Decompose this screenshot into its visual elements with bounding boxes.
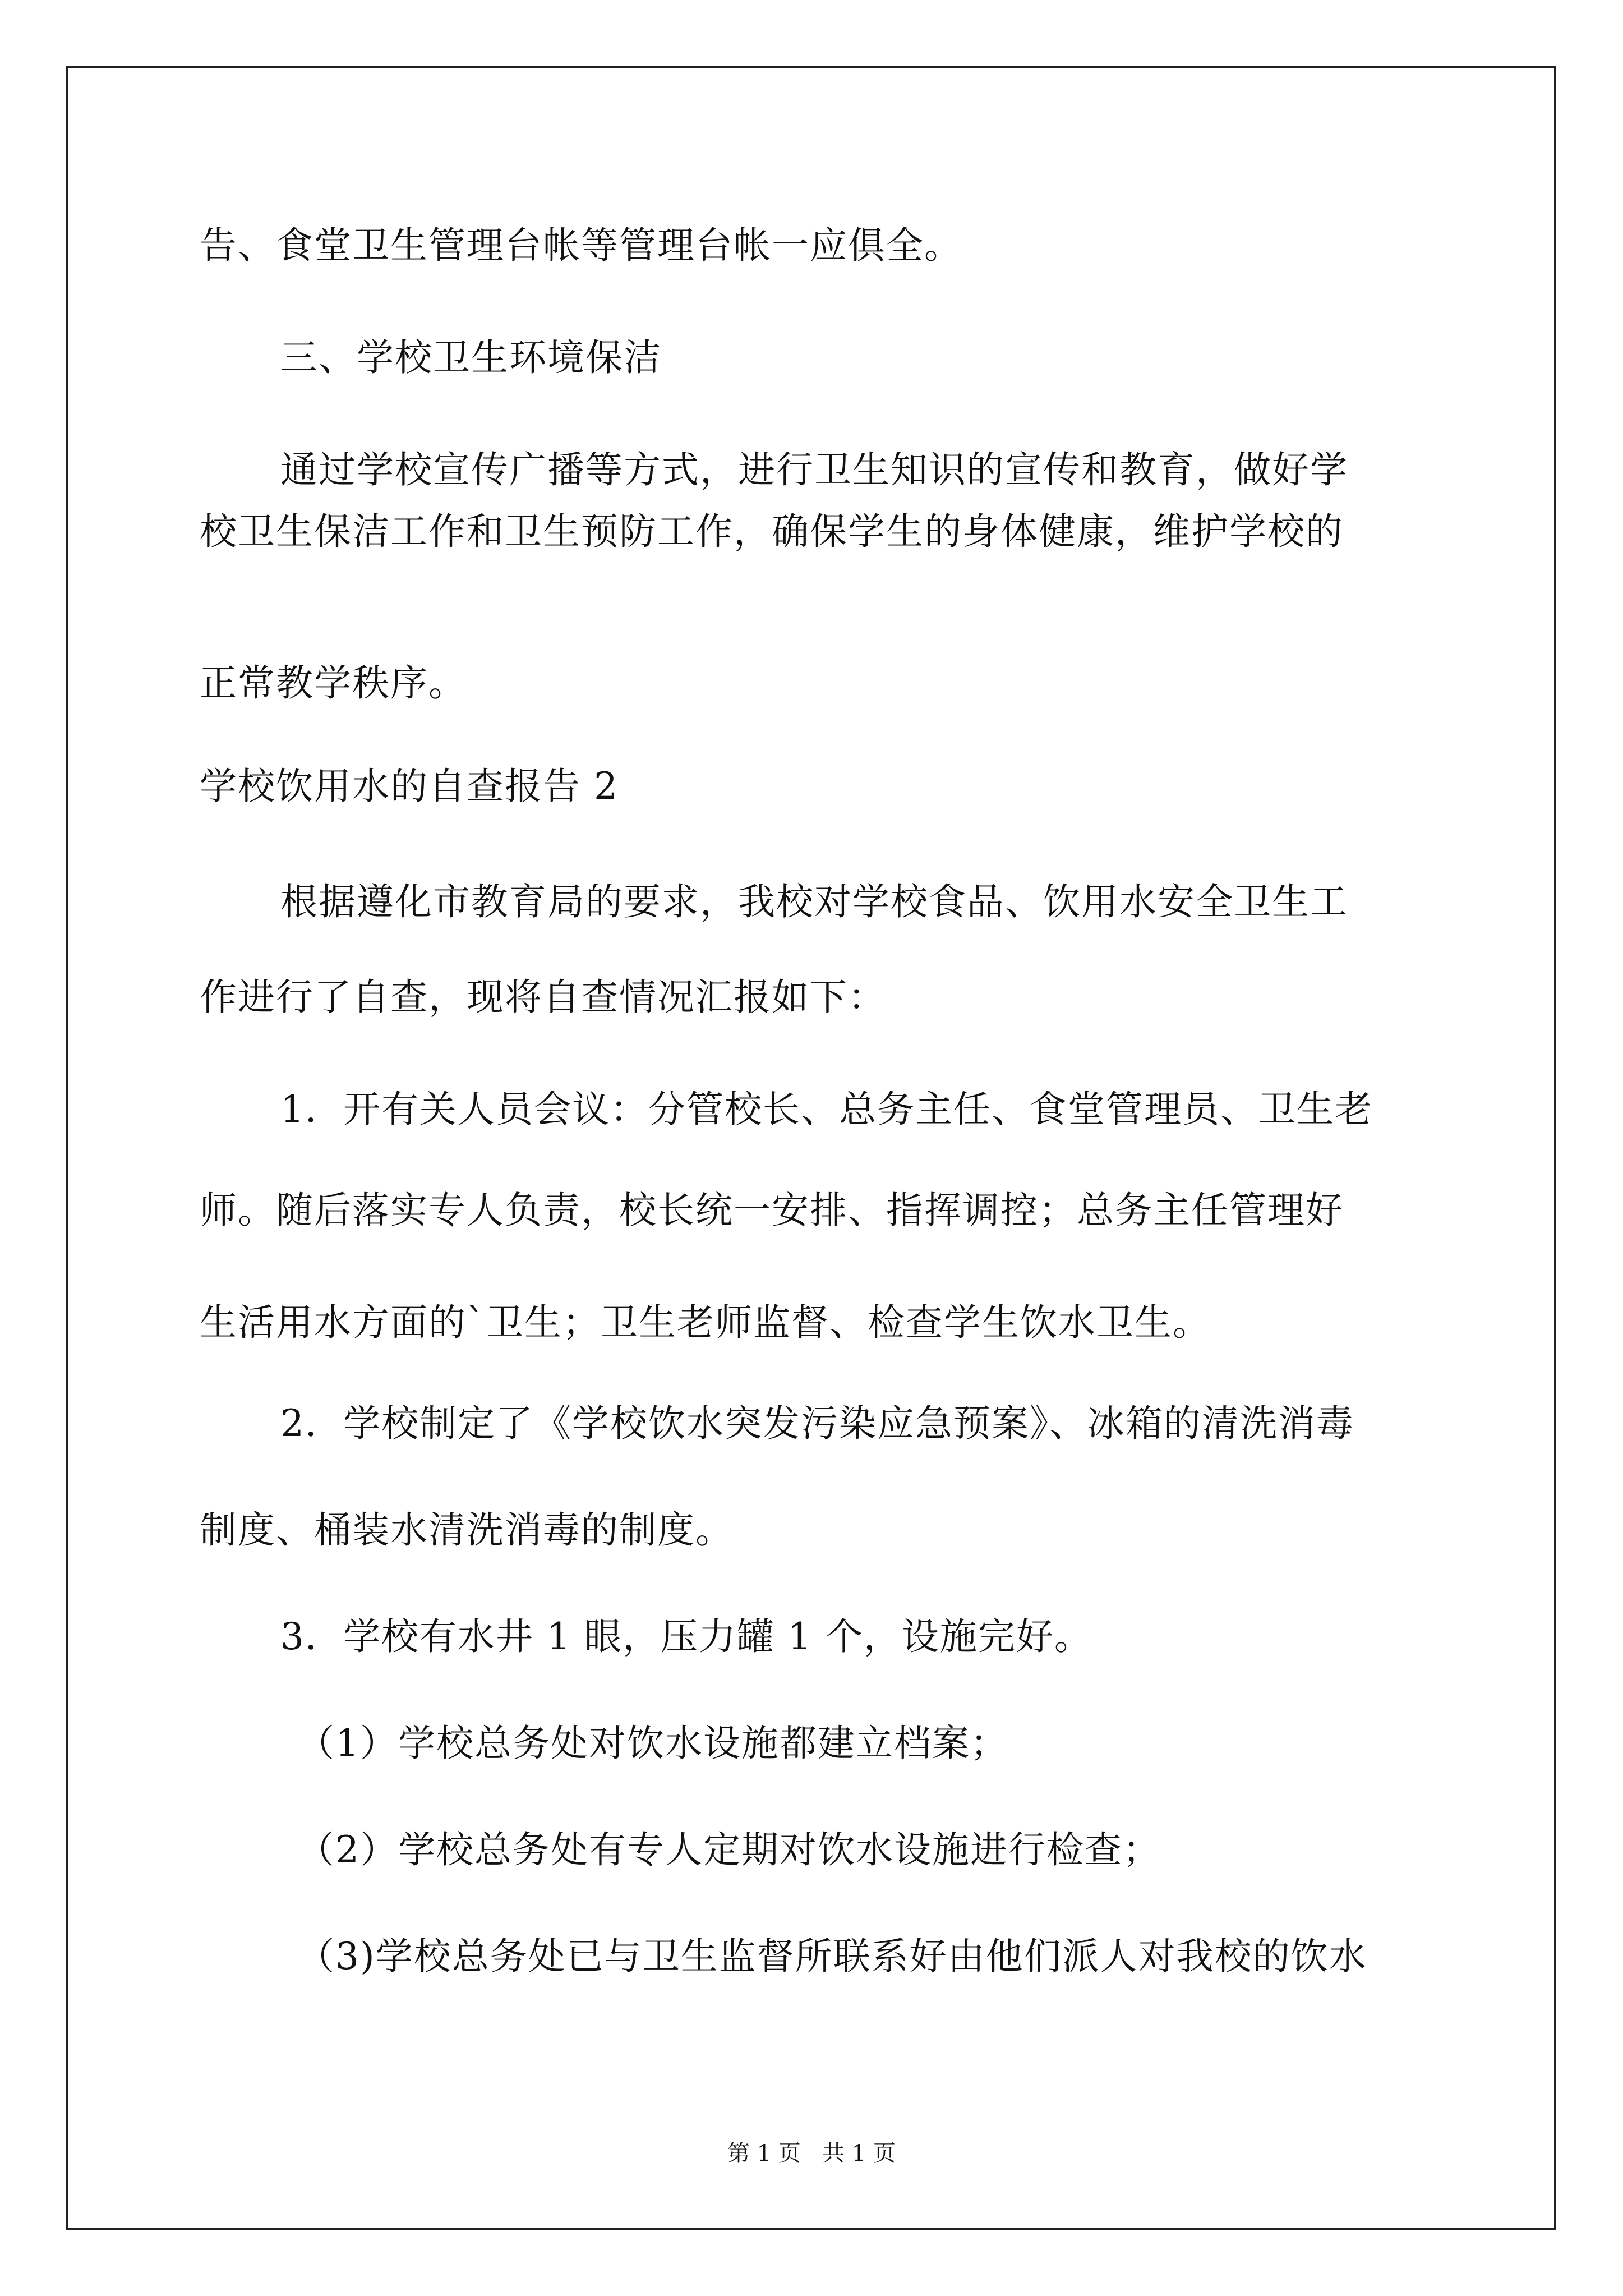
page-border	[66, 66, 1556, 2230]
text-line-9: 1．开有关人员会议：分管校长、总务主任、食堂管理员、卫生老	[280, 1088, 1373, 1131]
list-item-2: （2）学校总务处有专人定期对饮水设施进行检查；	[297, 1828, 1161, 1871]
text-line-10: 师。随后落实专人负责，校长统一安排、指挥调控；总务主任管理好	[200, 1189, 1344, 1232]
text-line-4: 校卫生保洁工作和卫生预防工作，确保学生的身体健康，维护学校的	[200, 510, 1344, 553]
section-heading-3: 三、学校卫生环境保洁	[280, 336, 662, 379]
text-line-8: 作进行了自查，现将自查情况汇报如下：	[200, 976, 886, 1019]
text-line-7: 根据遵化市教育局的要求，我校对学校食品、饮用水安全卫生工	[280, 880, 1348, 923]
text-line-3: 通过学校宣传广播等方式，进行卫生知识的宣传和教育，做好学	[280, 448, 1348, 491]
text-line-12: 2．学校制定了《学校饮水突发污染应急预案》、冰箱的清洗消毒	[280, 1402, 1354, 1445]
page-footer: 第 1 页 共 1 页	[727, 2141, 896, 2166]
text-line-1: 告、食堂卫生管理台帐等管理台帐一应俱全。	[200, 224, 962, 267]
list-item-3: （3)学校总务处已与卫生监督所联系好由他们派人对我校的饮水	[297, 1935, 1367, 1978]
text-line-5: 正常教学秩序。	[200, 661, 467, 705]
text-line-11: 生活用水方面的`卫生；卫生老师监督、检查学生饮水卫生。	[200, 1301, 1211, 1344]
text-line-14: 3．学校有水井 1 眼，压力罐 1 个，设施完好。	[280, 1615, 1092, 1658]
list-item-1: （1）学校总务处对饮水设施都建立档案；	[297, 1722, 1008, 1765]
report-title: 学校饮用水的自查报告 2	[200, 765, 619, 808]
text-line-13: 制度、桶装水清洗消毒的制度。	[200, 1508, 734, 1552]
